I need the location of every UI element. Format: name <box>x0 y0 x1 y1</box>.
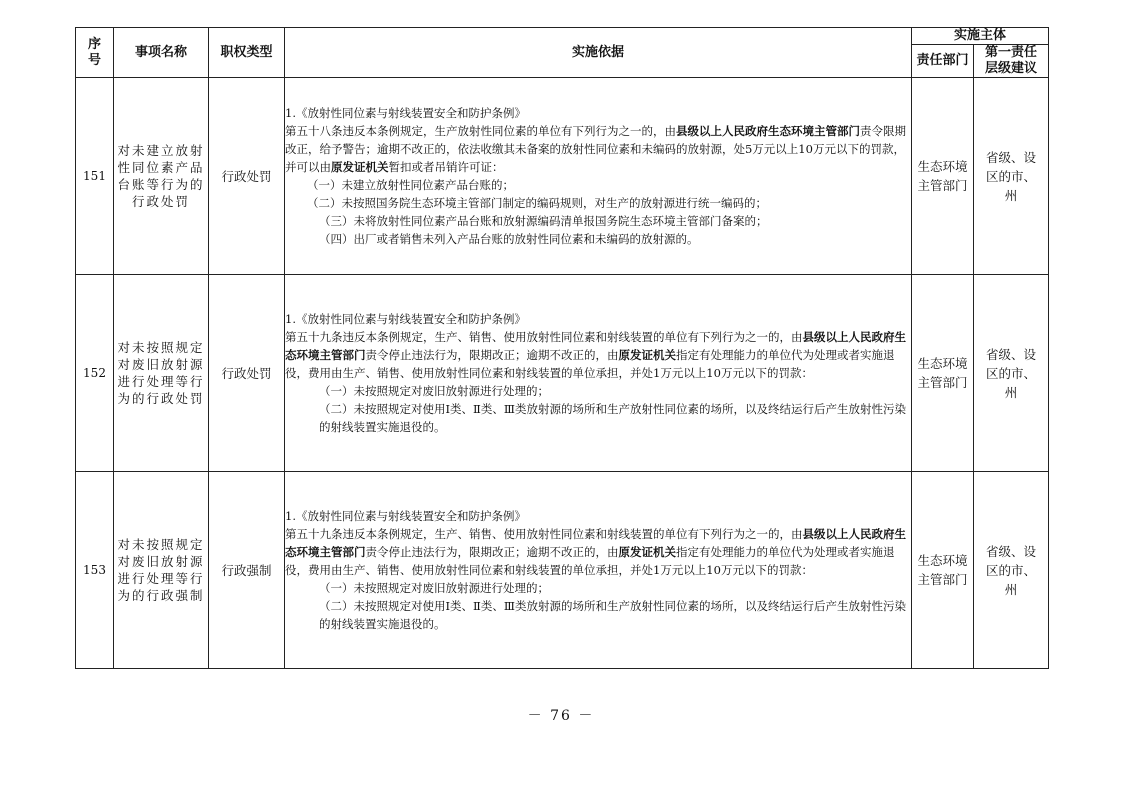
header-seq: 序号 <box>76 28 114 78</box>
article-text: 第五十九条违反本条例规定，生产、销售、使用放射性同位素和射线装置的单位有下列行为之一的，由县级以上人民政府生态环境主管部门责令停止违法行为，限期改正；逾期不改正的，由原发证机关指定有处理能力的单位代为处理或者实施退役，费用由生产、销售、使用放射性同位素和射线装置的单位承担，并处1万元以上10万元以下的罚款： <box>285 330 906 380</box>
responsible-dept: 生态环境主管部门 <box>912 275 974 472</box>
header-basis: 实施依据 <box>285 28 912 78</box>
clause-item: （四）出厂或者销售未列入产品台账的放射性同位素和未编码的放射源的。 <box>319 232 699 246</box>
basis-cell <box>285 472 912 669</box>
basis-cell <box>285 275 912 472</box>
item-name: 对未建立放射性同位素产品台账等行为的行政处罚 <box>114 78 209 275</box>
row-number: 151 <box>76 78 114 275</box>
item-name: 对未按照规定对废旧放射源进行处理等行为的行政处罚 <box>114 275 209 472</box>
power-type: 行政处罚 <box>209 78 285 275</box>
law-title: 1.《放射性同位素与射线装置安全和防护条例》 <box>285 106 526 120</box>
responsible-dept: 生态环境主管部门 <box>912 78 974 275</box>
header-dept: 责任部门 <box>912 45 974 78</box>
table-row <box>76 275 1049 472</box>
basis-cell <box>285 78 912 275</box>
table-row <box>76 472 1049 669</box>
page-number: － 76 － <box>527 708 595 724</box>
header-subject: 实施主体 <box>912 28 1049 45</box>
header-level: 第一责任层级建议 <box>974 45 1049 78</box>
article-text: 第五十九条违反本条例规定，生产、销售、使用放射性同位素和射线装置的单位有下列行为之一的，由县级以上人民政府生态环境主管部门责令停止违法行为，限期改正；逾期不改正的，由原发证机关指定有处理能力的单位代为处理或者实施退役，费用由生产、销售、使用放射性同位素和射线装置的单位承担，并处1万元以上10万元以下的罚款： <box>285 527 906 577</box>
law-title: 1.《放射性同位素与射线装置安全和防护条例》 <box>285 509 526 523</box>
row-number: 153 <box>76 472 114 669</box>
responsibility-level: 省级、设区的市、州 <box>974 275 1049 472</box>
header-item-name: 事项名称 <box>114 28 209 78</box>
table-row <box>76 78 1049 275</box>
responsible-dept: 生态环境主管部门 <box>912 472 974 669</box>
responsibility-level: 省级、设区的市、州 <box>974 472 1049 669</box>
header-power-type: 职权类型 <box>209 28 285 78</box>
article-text: 第五十八条违反本条例规定，生产放射性同位素的单位有下列行为之一的，由县级以上人民政府生态环境主管部门责令限期改正，给予警告；逾期不改正的，依法收缴其未备案的放射性同位素和未编码的放射源，处5万元以上10万元以下的罚款，并可以由原发证机关暂扣或者吊销许可证： <box>285 124 906 174</box>
power-type: 行政处罚 <box>209 275 285 472</box>
law-title: 1.《放射性同位素与射线装置安全和防护条例》 <box>285 312 526 326</box>
row-number: 152 <box>76 275 114 472</box>
power-type: 行政强制 <box>209 472 285 669</box>
clause-item: （一）未按照规定对废旧放射源进行处理的； <box>319 581 549 595</box>
clause-item: （二）未按照规定对使用Ⅰ类、Ⅱ类、Ⅲ类放射源的场所和生产放射性同位素的场所，以及终结运行后产生放射性污染的射线装置实施退役的。 <box>319 599 906 631</box>
clause-item: （一）未建立放射性同位素产品台账的； <box>307 178 514 192</box>
clause-item: （二）未按照规定对使用Ⅰ类、Ⅱ类、Ⅲ类放射源的场所和生产放射性同位素的场所，以及终结运行后产生放射性污染的射线装置实施退役的。 <box>319 402 906 434</box>
clause-item: （一）未按照规定对废旧放射源进行处理的； <box>319 384 549 398</box>
responsibility-level: 省级、设区的市、州 <box>974 78 1049 275</box>
authority-table <box>75 27 1049 669</box>
item-name: 对未按照规定对废旧放射源进行处理等行为的行政强制 <box>114 472 209 669</box>
clause-item: （二）未按照国务院生态环境主管部门制定的编码规则，对生产的放射源进行统一编码的； <box>307 196 767 210</box>
clause-item: （三）未将放射性同位素产品台账和放射源编码清单报国务院生态环境主管部门备案的； <box>319 214 768 228</box>
